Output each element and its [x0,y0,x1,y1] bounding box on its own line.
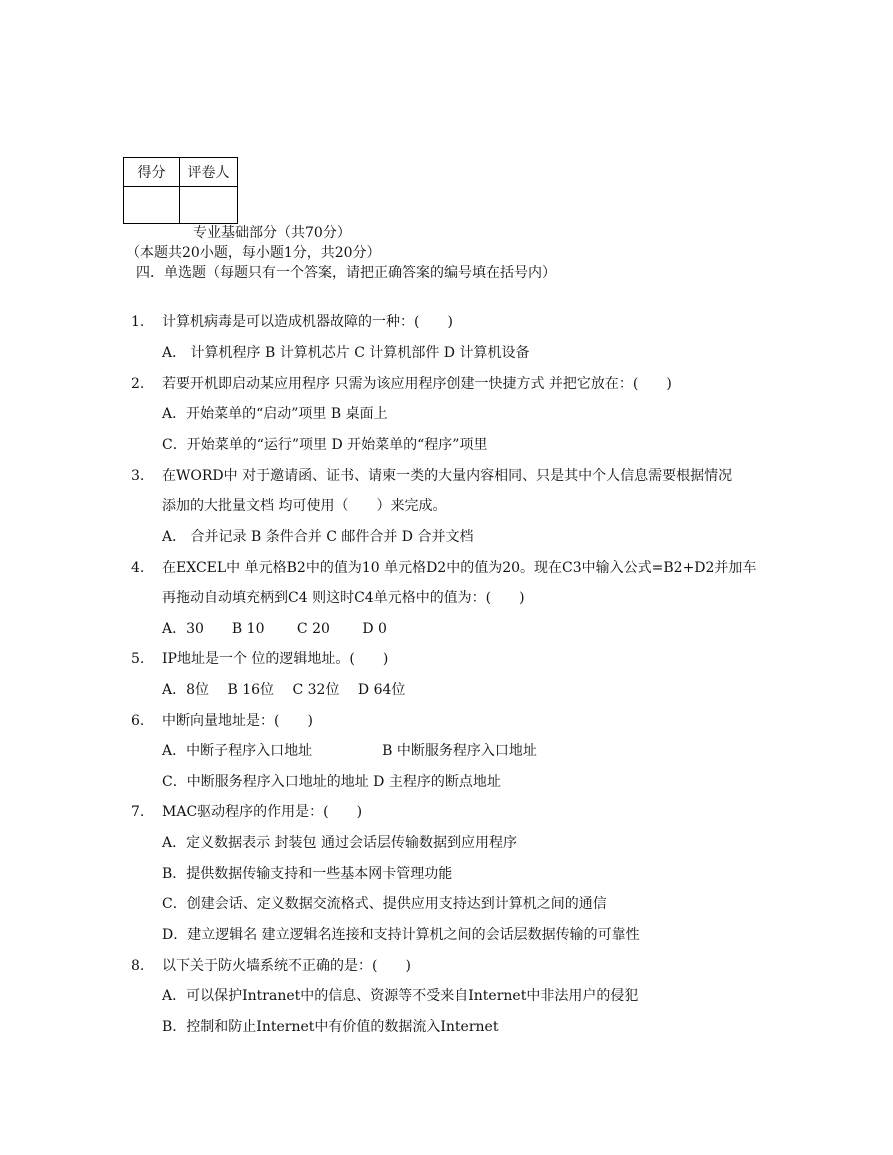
question-text: 在WORD中 对于邀请函、证书、请柬一类的大量内容相同、只是其中个人信息需要根据情况 [162,468,733,484]
option-line: A．30 B 10 C 20 D 0 [162,621,387,637]
question-number: 2. [131,376,145,392]
score-table-header-row [124,158,238,187]
option-line: A．中断子程序入口地址 B 中断服务程序入口地址 [162,743,537,759]
score-table-blank-row [124,187,238,224]
section-note: （本题共20小题，每小题1分，共20分） [126,245,381,261]
option-line: D．建立逻辑名 建立逻辑名连接和支持计算机之间的会话层数据传输的可靠性 [162,927,640,943]
option-line: B．提供数据传输支持和一些基本网卡管理功能 [162,866,453,882]
option-line: B．控制和防止Internet中有价值的数据流入Internet [162,1019,499,1035]
question-text: MAC驱动程序的作用是：( ) [162,804,363,820]
option-line: C．中断服务程序入口地址的地址 D 主程序的断点地址 [162,774,501,790]
option-line: A．可以保护Intranet中的信息、资源等不受来自Internet中非法用户的侵犯 [162,988,639,1004]
question-text: 计算机病毒是可以造成机器故障的一种：( ) [162,314,453,330]
option-line: A．定义数据表示 封装包 通过会话层传输数据到应用程序 [162,835,518,851]
question-text: 中断向量地址是：( ) [162,713,313,729]
option-line: C．开始菜单的“运行”项里 D 开始菜单的“程序”项里 [162,437,488,453]
option-line: A． 计算机程序 B 计算机芯片 C 计算机部件 D 计算机设备 [162,345,530,361]
question-number: 8. [131,958,145,974]
question-number: 5. [131,651,145,667]
part-title: 四．单选题（每题只有一个答案，请把正确答案的编号填在括号内） [136,265,556,281]
question-number: 3. [131,468,145,484]
question-number: 4. [131,560,145,576]
question-number: 6. [131,713,145,729]
score-blank-cell[interactable] [124,187,180,224]
question-text: 在EXCEL中 单元格B2中的值为10 单元格D2中的值为20。现在C3中输入公式=B2+D2并加车 [162,560,757,576]
grader-header-cell: 评卷人 [180,158,238,187]
question-number: 1. [131,314,145,330]
question-text: 添加的大批量文档 均可使用（ ）来完成。 [162,498,447,514]
option-line: C．创建会话、定义数据交流格式、提供应用支持达到计算机之间的通信 [162,896,607,912]
question-text: 以下关于防火墙系统不正确的是：( ) [162,958,411,974]
question-number: 7. [131,804,145,820]
option-line: A．开始菜单的“启动”项里 B 桌面上 [162,406,388,422]
score-header-cell: 得分 [124,158,180,187]
grader-blank-cell[interactable] [180,187,238,224]
question-text: 若要开机即启动某应用程序 只需为该应用程序创建一快捷方式 并把它放在：( ) [162,376,672,392]
option-line: A．8位 B 16位 C 32位 D 64位 [162,682,406,698]
score-table [123,157,238,224]
question-text: 再拖动自动填充柄到C4 则这时C4单元格中的值为：( ) [162,590,525,606]
option-line: A． 合并记录 B 条件合并 C 邮件合并 D 合并文档 [162,529,474,545]
section-title: 专业基础部分（共70分） [193,225,351,241]
question-text: IP地址是一个 位的逻辑地址。( ) [162,651,389,667]
